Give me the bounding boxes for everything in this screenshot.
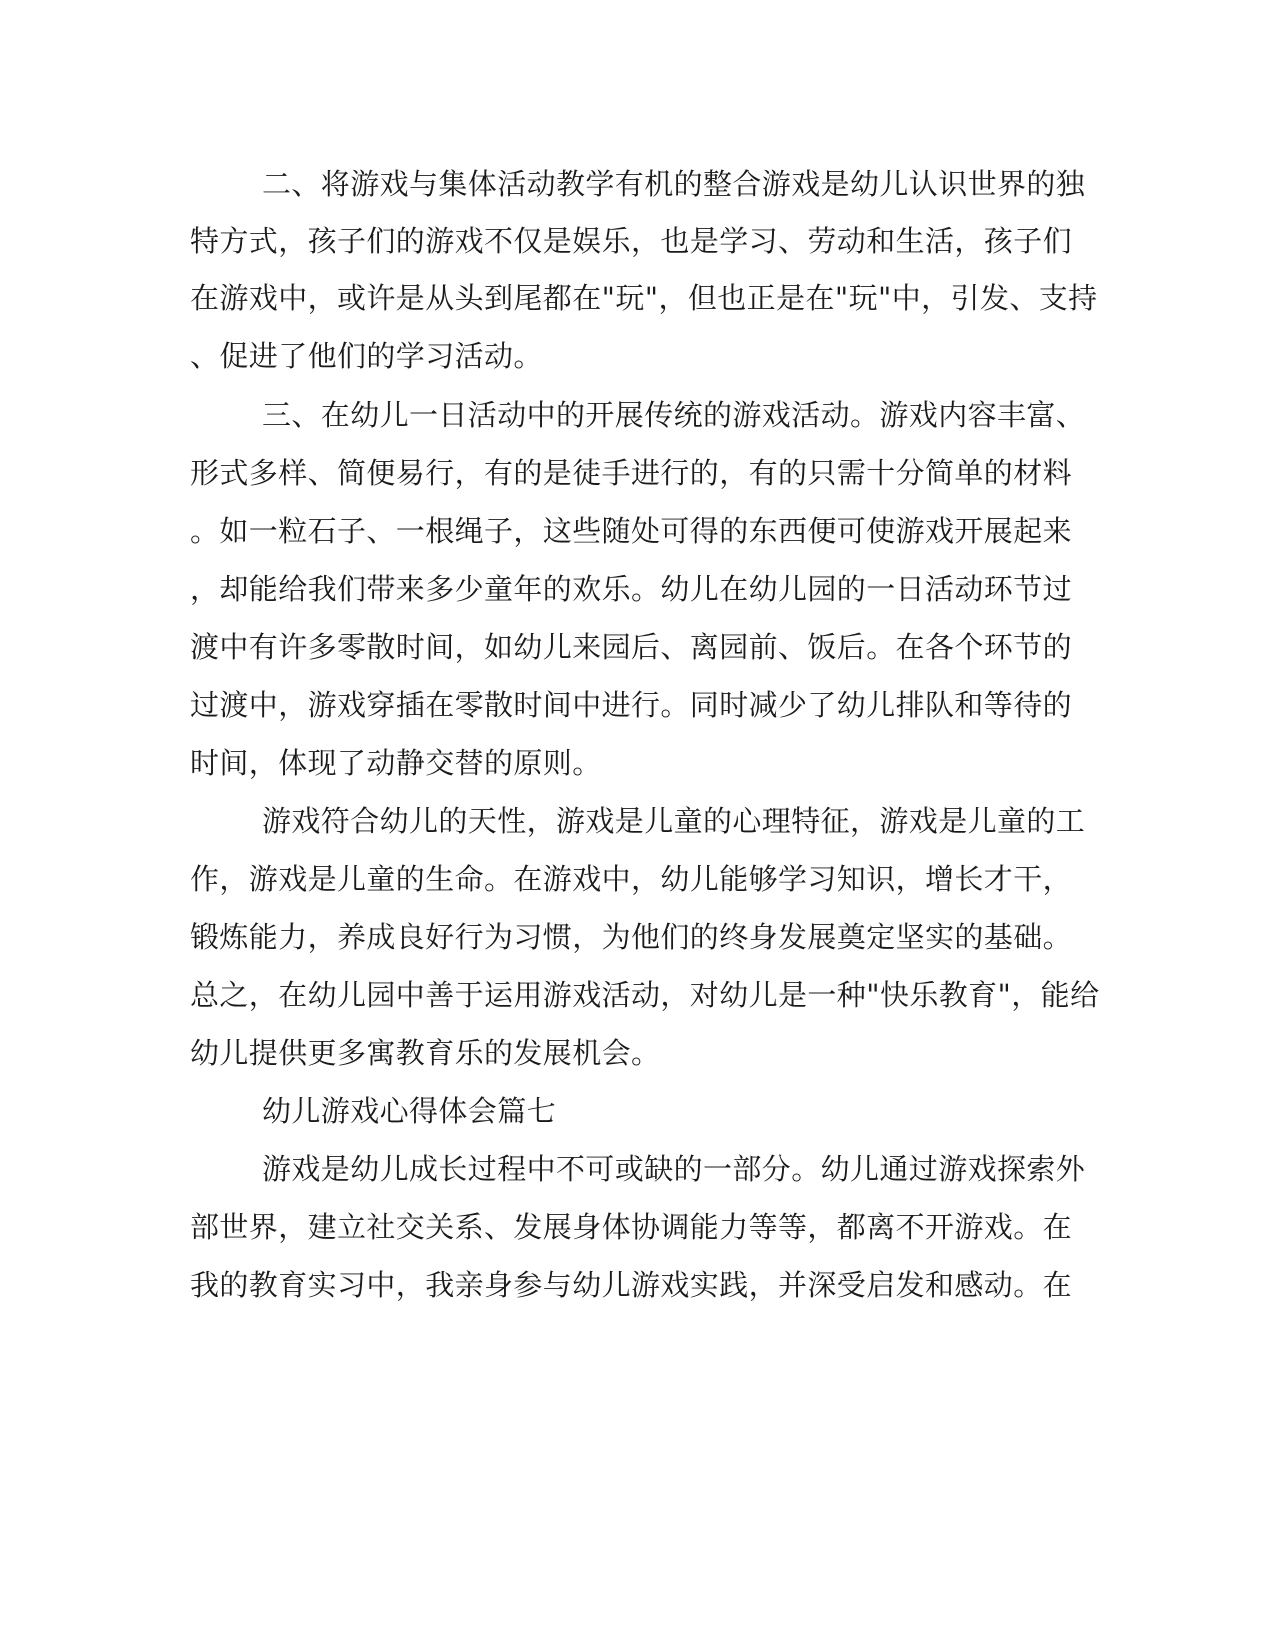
- section-heading: 幼儿游戏心得体会篇七: [262, 1094, 557, 1128]
- paragraph-1-line-3: 在游戏中，或许是从头到尾都在"玩"，但也正是在"玩"中，引发、支持: [190, 281, 1098, 315]
- paragraph-2-line-5: 渡中有许多零散时间，如幼儿来园后、离园前、饭后。在各个环节的: [190, 630, 1073, 664]
- paragraph-3-line-4: 总之，在幼儿园中善于运用游戏活动，对幼儿是一种"快乐教育"，能给: [190, 978, 1100, 1012]
- paragraph-2-line-4: ，却能给我们带来多少童年的欢乐。幼儿在幼儿园的一日活动环节过: [190, 572, 1073, 606]
- paragraph-2-line-3: 。如一粒石子、一根绳子，这些随处可得的东西便可使游戏开展起来: [190, 514, 1073, 548]
- paragraph-2-line-6: 过渡中，游戏穿插在零散时间中进行。同时减少了幼儿排队和等待的: [190, 688, 1073, 722]
- paragraph-2-line-2: 形式多样、简便易行，有的是徒手进行的，有的只需十分简单的材料: [190, 456, 1073, 490]
- paragraph-1-line-1: 二、将游戏与集体活动教学有机的整合游戏是幼儿认识世界的独: [262, 167, 1086, 201]
- paragraph-3-line-1: 游戏符合幼儿的天性，游戏是儿童的心理特征，游戏是儿童的工: [262, 804, 1086, 838]
- paragraph-2-line-7: 时间，体现了动静交替的原则。: [190, 746, 602, 780]
- paragraph-3-line-3: 锻炼能力，养成良好行为习惯，为他们的终身发展奠定坚实的基础。: [190, 920, 1073, 954]
- paragraph-3-line-2: 作，游戏是儿童的生命。在游戏中，幼儿能够学习知识，增长才干，: [190, 862, 1073, 896]
- paragraph-2-line-1: 三、在幼儿一日活动中的开展传统的游戏活动。游戏内容丰富、: [262, 398, 1086, 432]
- paragraph-1-line-4: 、促进了他们的学习活动。: [190, 339, 543, 373]
- paragraph-4-line-2: 部世界，建立社交关系、发展身体协调能力等等，都离不开游戏。在: [190, 1210, 1073, 1244]
- paragraph-4-line-3: 我的教育实习中，我亲身参与幼儿游戏实践，并深受启发和感动。在: [190, 1268, 1073, 1302]
- paragraph-1-line-2: 特方式，孩子们的游戏不仅是娱乐，也是学习、劳动和生活，孩子们: [190, 224, 1073, 258]
- paragraph-4-line-1: 游戏是幼儿成长过程中不可或缺的一部分。幼儿通过游戏探索外: [262, 1152, 1086, 1186]
- paragraph-3-line-5: 幼儿提供更多寓教育乐的发展机会。: [190, 1036, 661, 1070]
